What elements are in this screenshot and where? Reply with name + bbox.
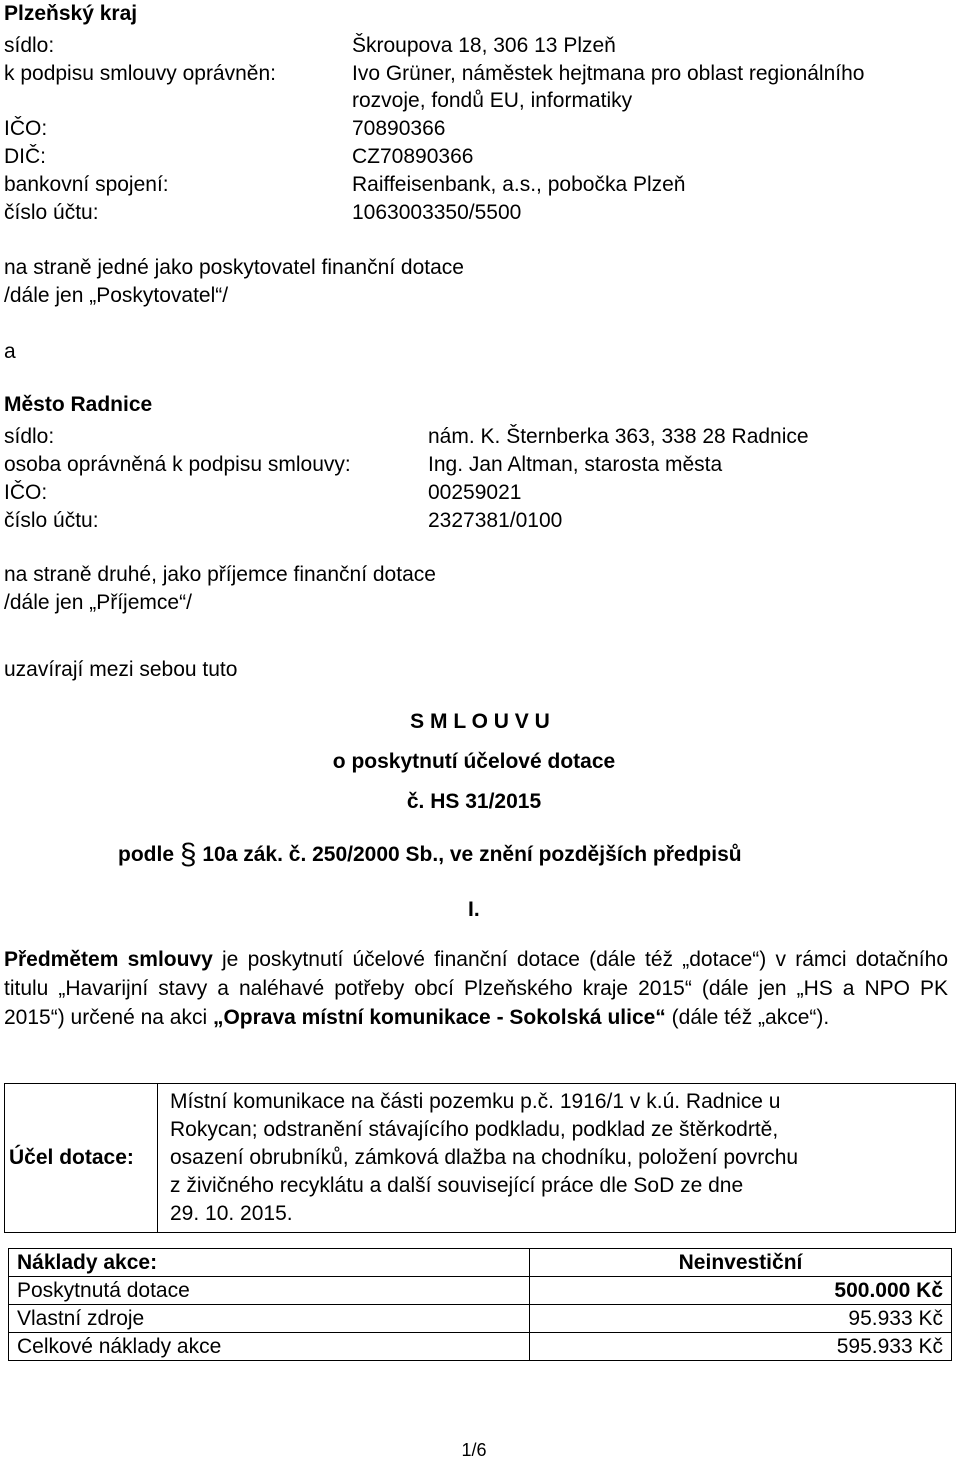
legal-basis — [118, 838, 742, 872]
provider-label-ico: IČO: — [4, 117, 48, 140]
recipient-value-signatory: Ing. Jan Altman, starosta města — [428, 453, 723, 476]
paragraph-bold-subject: Předmětem smlouvy — [4, 948, 213, 971]
cost-value: 500.000 Kč — [530, 1277, 952, 1305]
contract-subtitle: o poskytnutí účelové dotace — [332, 750, 616, 773]
paragraph-text-2: (dále též „akce“). — [665, 1006, 830, 1029]
section-sign: § — [179, 838, 197, 871]
cost-label: Vlastní zdroje — [9, 1305, 530, 1333]
paragraph-text-1: je poskytnutí účelové finanční dotace (dále též „dotace“) v rámci dotačního titulu „Havarijní stavy a naléhavé potřeby obcí Plzeňského kraje 2015“ (dále jen „HS a NPO PK 2015“) určené na akci — [4, 948, 948, 1029]
provider-name: Plzeňský kraj — [4, 2, 138, 25]
recipient-label-seat: sídlo: — [4, 425, 55, 448]
paragraph-bold-action: „Oprava místní komunikace - Sokolská ulice“ — [212, 1006, 666, 1029]
table-row — [9, 1305, 952, 1333]
conjunction: a — [4, 340, 16, 363]
costs-header-label: Náklady akce: — [9, 1249, 530, 1277]
cost-label: Poskytnutá dotace — [9, 1277, 530, 1305]
purpose-line: z živičného recyklátu a další související práce dle SoD ze dne — [170, 1174, 744, 1197]
cost-label: Celkové náklady akce — [9, 1333, 530, 1361]
recipient-label-ico: IČO: — [4, 481, 48, 504]
provider-value-signatory-cont: rozvoje, fondů EU, informatiky — [352, 89, 633, 112]
provider-value-signatory: Ivo Grüner, náměstek hejtmana pro oblast regionálního — [352, 62, 865, 85]
provider-value-ico: 70890366 — [352, 117, 446, 140]
contract-title: S M L O U V U — [410, 710, 550, 733]
provider-value-bank: Raiffeisenbank, a.s., pobočka Plzeň — [352, 173, 686, 196]
provider-side-line2: /dále jen „Poskytovatel“/ — [4, 284, 229, 307]
section-paragraph — [4, 945, 948, 1032]
purpose-line: Rokycan; odstranění stávajícího podkladu, podklad ze štěrkodrtě, — [170, 1118, 779, 1141]
recipient-side-line1: na straně druhé, jako příjemce finanční dotace — [4, 563, 436, 586]
purpose-line: osazení obrubníků, zámková dlažba na chodníku, položení povrchu — [170, 1146, 799, 1169]
purpose-line: Místní komunikace na části pozemku p.č. 1916/1 v k.ú. Radnice u — [170, 1090, 781, 1113]
provider-value-seat: Škroupova 18, 306 13 Plzeň — [352, 34, 616, 57]
provider-value-account: 1063003350/5500 — [352, 201, 522, 224]
legal-basis-post: 10a zák. č. 250/2000 Sb., ve znění pozdějších předpisů — [196, 843, 742, 866]
provider-label-bank: bankovní spojení: — [4, 173, 169, 196]
table-row — [9, 1277, 952, 1305]
recipient-name: Město Radnice — [4, 393, 153, 416]
recipient-side-line2: /dále jen „Příjemce“/ — [4, 591, 192, 614]
cost-value: 95.933 Kč — [530, 1305, 952, 1333]
recipient-value-account: 2327381/0100 — [428, 509, 563, 532]
intro-text: uzavírají mezi sebou tuto — [4, 658, 238, 681]
recipient-label-signatory: osoba oprávněná k podpisu smlouvy: — [4, 453, 351, 476]
provider-label-signatory: k podpisu smlouvy oprávněn: — [4, 62, 276, 85]
contract-number: č. HS 31/2015 — [406, 790, 542, 813]
costs-table — [8, 1248, 952, 1361]
section-numeral: I. — [468, 898, 480, 921]
page-number: 1/6 — [461, 1440, 487, 1460]
provider-label-account: číslo účtu: — [4, 201, 99, 224]
costs-header-row — [9, 1249, 952, 1277]
recipient-value-ico: 00259021 — [428, 481, 522, 504]
legal-basis-pre: podle — [118, 843, 180, 866]
purpose-line: 29. 10. 2015. — [170, 1202, 293, 1225]
provider-label-dic: DIČ: — [4, 145, 46, 168]
purpose-table — [4, 1083, 956, 1233]
purpose-label: Účel dotace: — [5, 1084, 158, 1233]
recipient-label-account: číslo účtu: — [4, 509, 99, 532]
provider-side-line1: na straně jedné jako poskytovatel finanční dotace — [4, 256, 464, 279]
table-row — [9, 1333, 952, 1361]
provider-value-dic: CZ70890366 — [352, 145, 474, 168]
costs-header-value: Neinvestiční — [530, 1249, 952, 1277]
recipient-value-seat: nám. K. Šternberka 363, 338 28 Radnice — [428, 425, 809, 448]
purpose-description — [158, 1084, 956, 1233]
provider-label-seat: sídlo: — [4, 34, 55, 57]
cost-value: 595.933 Kč — [530, 1333, 952, 1361]
